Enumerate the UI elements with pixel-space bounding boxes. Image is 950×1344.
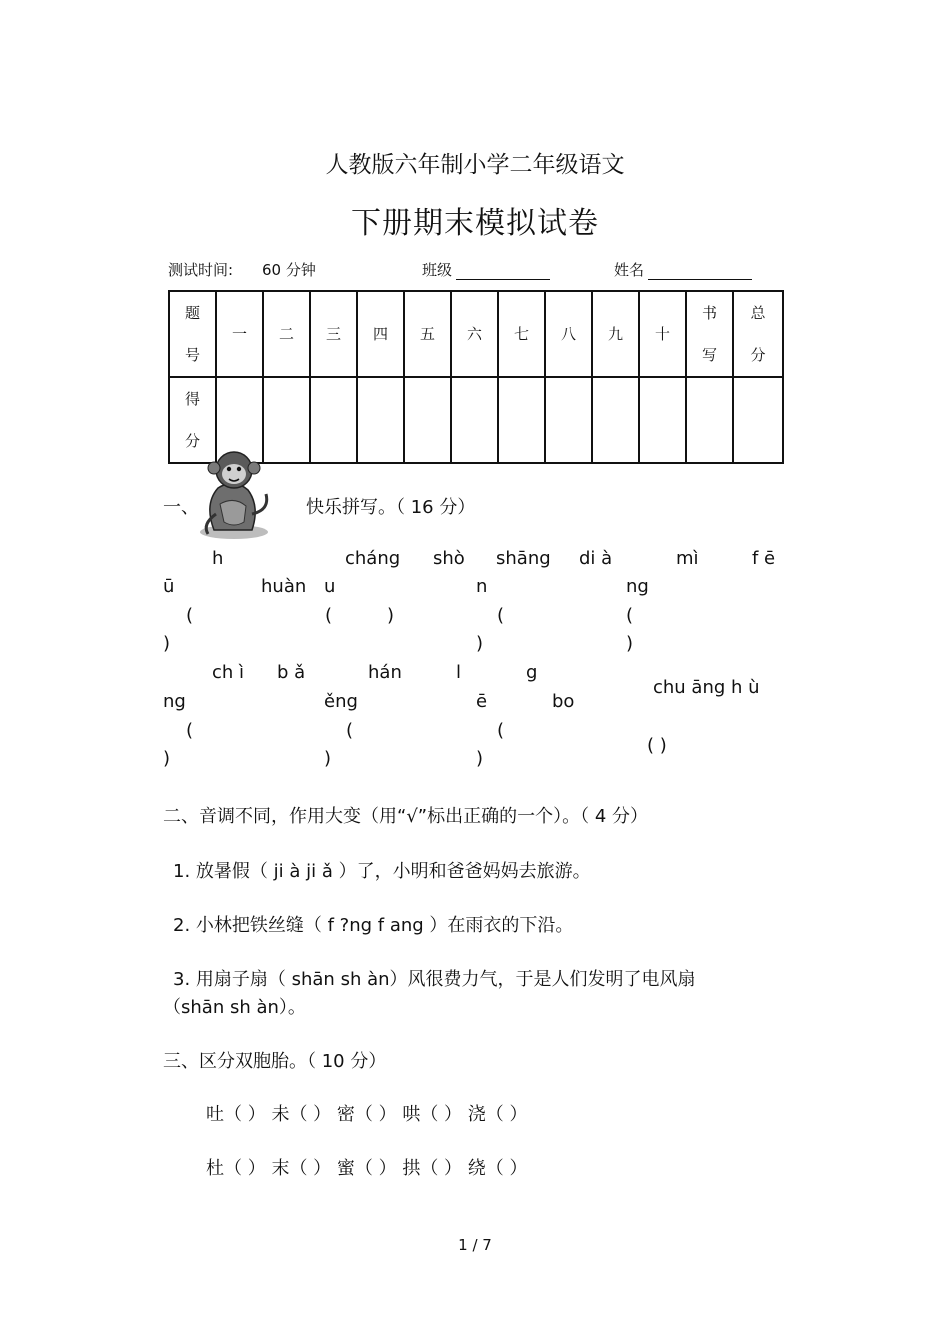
header-cell-shuxie: 书 写 xyxy=(686,291,733,377)
header-cell-6: 六 xyxy=(451,291,498,377)
pinyin: hán xyxy=(368,662,402,683)
score-table-header-row xyxy=(169,291,783,377)
section1-title: 快乐拼写。（ 16 分） xyxy=(306,497,476,518)
header-cell-tihao: 题 号 xyxy=(169,291,216,377)
answer-paren-close: ) xyxy=(163,748,171,769)
pinyin: g xyxy=(526,662,538,683)
pinyin: mì xyxy=(676,548,699,569)
pinyin: ū xyxy=(163,576,175,597)
score-cell[interactable] xyxy=(639,377,686,463)
answer-paren-close: ) xyxy=(324,748,332,769)
section2-title: 二、音调不同，作用大变（用“√”标出正确的一个）。（ 4 分） xyxy=(163,806,649,827)
pinyin: huàn xyxy=(261,576,307,597)
answer-paren-pair: ( ) xyxy=(647,735,667,756)
pinyin: b ǎ xyxy=(277,662,306,683)
answer-paren-close: ) xyxy=(626,633,634,654)
score-cell[interactable] xyxy=(310,377,357,463)
page-number: 1 / 7 xyxy=(458,1236,492,1254)
section2-question-3: 3. 用扇子扇（ shān sh àn）风很费力气，于是人们发明了电风扇 xyxy=(173,969,696,990)
score-cell[interactable] xyxy=(451,377,498,463)
score-cell[interactable] xyxy=(686,377,733,463)
pinyin: shāng xyxy=(496,548,551,569)
score-cell[interactable] xyxy=(498,377,545,463)
answer-paren-open: ( xyxy=(497,605,505,626)
test-time-value: 60 分钟 xyxy=(262,261,316,279)
header-cell-9: 九 xyxy=(592,291,639,377)
monkey-illustration xyxy=(194,444,276,540)
answer-paren-close: ) xyxy=(387,605,395,626)
section2-question-3-cont: （shān sh àn）。 xyxy=(163,997,306,1018)
header-cell-4: 四 xyxy=(357,291,404,377)
answer-paren-close: ) xyxy=(163,633,171,654)
header-cell-10: 十 xyxy=(639,291,686,377)
header-cell-zongfen: 总 分 xyxy=(733,291,783,377)
answer-paren-close: ) xyxy=(476,748,484,769)
section2-question-2: 2. 小林把铁丝缝（ f ?ng f ang ）在雨衣的下沿。 xyxy=(173,915,574,936)
pinyin: ng xyxy=(626,576,649,597)
header-cell-1: 一 xyxy=(216,291,263,377)
section3-row-1: 吐（ ） 未（ ） 密（ ） 哄（ ） 浇（ ） xyxy=(206,1104,528,1125)
score-row-label: 得 分 xyxy=(169,377,216,463)
score-cell[interactable] xyxy=(404,377,451,463)
answer-paren-open: ( xyxy=(186,605,194,626)
score-cell[interactable] xyxy=(545,377,592,463)
score-cell[interactable] xyxy=(357,377,404,463)
pinyin: f ē xyxy=(752,548,776,569)
title-line-2: 下册期末模拟试卷 xyxy=(351,206,599,241)
pinyin: n xyxy=(476,576,488,597)
pinyin: ng xyxy=(163,691,186,712)
name-blank xyxy=(648,265,752,280)
class-blank xyxy=(456,265,550,280)
section3-row-2: 杜（ ） 末（ ） 蜜（ ） 拱（ ） 绕（ ） xyxy=(206,1158,528,1179)
section2-question-1: 1. 放暑假（ ji à ji ǎ ）了，小明和爸爸妈妈去旅游。 xyxy=(173,861,591,882)
score-table xyxy=(168,290,784,464)
pinyin: di à xyxy=(579,548,613,569)
pinyin: cháng xyxy=(345,548,401,569)
answer-paren-open: ( xyxy=(497,720,505,741)
answer-paren-open: ( xyxy=(325,605,333,626)
score-cell[interactable] xyxy=(592,377,639,463)
pinyin: ē xyxy=(476,691,488,712)
pinyin: h xyxy=(212,548,224,569)
title-line-1: 人教版六年制小学二年级语文 xyxy=(325,152,625,178)
section3-title: 三、区分双胞胎。（ 10 分） xyxy=(163,1051,387,1072)
answer-paren-open: ( xyxy=(346,720,354,741)
answer-paren-open: ( xyxy=(186,720,194,741)
pinyin: ěng xyxy=(324,691,358,712)
section1-number: 一、 xyxy=(163,497,199,518)
header-cell-2: 二 xyxy=(263,291,310,377)
pinyin: ch ì xyxy=(212,662,245,683)
header-cell-5: 五 xyxy=(404,291,451,377)
pinyin: shò xyxy=(433,548,465,569)
answer-paren-close: ) xyxy=(476,633,484,654)
score-cell[interactable] xyxy=(733,377,783,463)
header-cell-3: 三 xyxy=(310,291,357,377)
name-label: 姓名 xyxy=(614,259,752,280)
answer-paren-open: ( xyxy=(626,605,634,626)
header-cell-8: 八 xyxy=(545,291,592,377)
header-cell-7: 七 xyxy=(498,291,545,377)
pinyin: chu āng h ù xyxy=(653,677,760,698)
pinyin: l xyxy=(456,662,462,683)
class-label: 班级 xyxy=(422,259,550,280)
test-time-label: 测试时间: xyxy=(168,261,234,279)
pinyin: u xyxy=(324,576,336,597)
pinyin: bo xyxy=(552,691,575,712)
